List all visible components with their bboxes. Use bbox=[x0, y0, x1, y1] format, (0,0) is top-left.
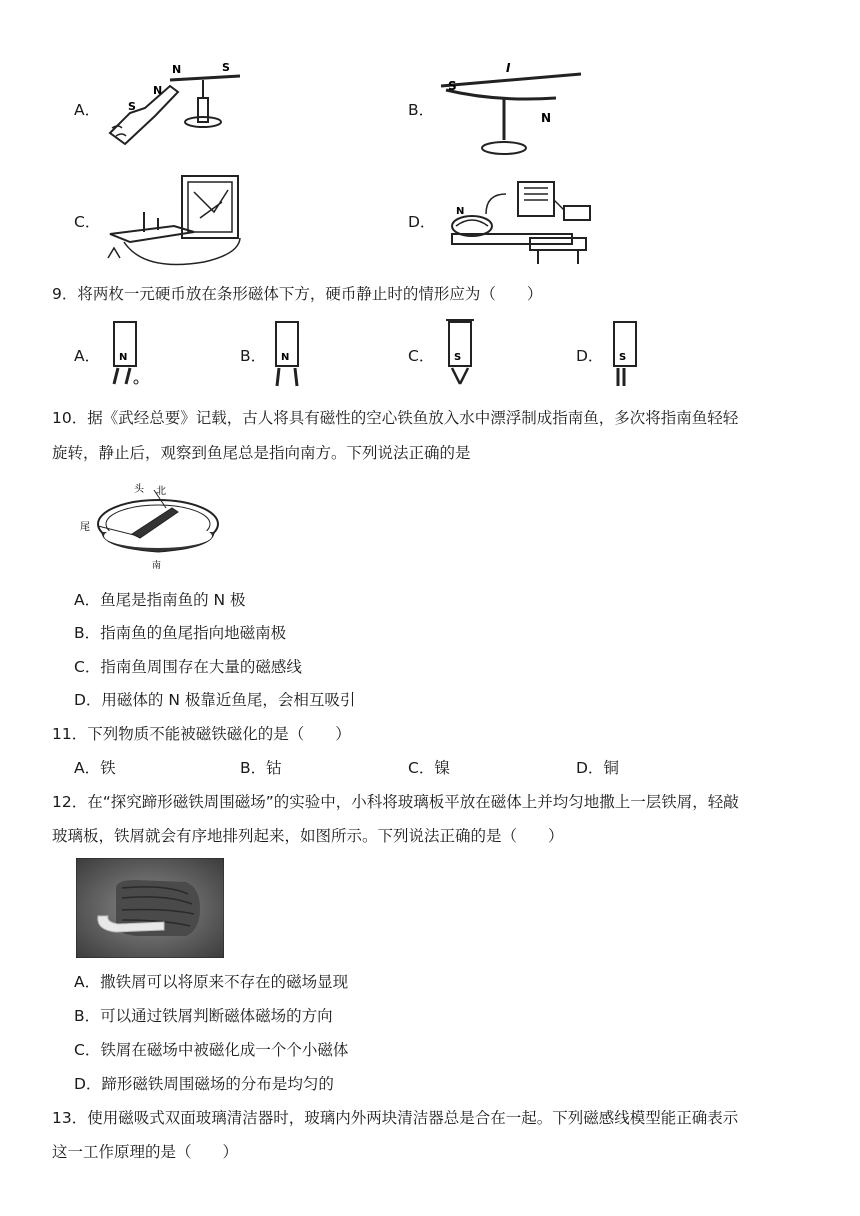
q8a-needle-n-text: N bbox=[172, 63, 182, 76]
q8-option-c-label[interactable]: C． bbox=[74, 213, 101, 231]
q10-option-c[interactable]: C．指南鱼周围存在大量的磁感线 bbox=[74, 658, 302, 676]
q8a-needle-s-text: S bbox=[222, 61, 230, 74]
q8a-magnet-s-text: S bbox=[128, 100, 136, 113]
q11-option-b[interactable]: B．钴 bbox=[240, 759, 282, 777]
q9-figure-d bbox=[606, 320, 646, 388]
q10-option-b[interactable]: B．指南鱼的鱼尾指向地磁南极 bbox=[74, 624, 287, 642]
q12-stem-line2: 玻璃板，铁屑就会有序地排列起来，如图所示。下列说法正确的是（ ） bbox=[52, 827, 564, 845]
q9-figure-a bbox=[106, 320, 146, 388]
q12-option-d[interactable]: D．蹄形磁铁周围磁场的分布是均匀的 bbox=[74, 1075, 334, 1093]
q9-figure-c bbox=[440, 316, 480, 388]
q8b-current-i-text: I bbox=[506, 61, 511, 75]
q8-figure-c-induction-apparatus bbox=[104, 172, 254, 272]
q11-option-c[interactable]: C．镍 bbox=[408, 759, 450, 777]
q9-option-b-label[interactable]: B． bbox=[240, 347, 267, 365]
q12-option-c[interactable]: C．铁屑在磁场中被磁化成一个个小磁体 bbox=[74, 1041, 349, 1059]
q8-figure-b-current-over-needle bbox=[436, 60, 586, 160]
q9-option-d-label[interactable]: D． bbox=[576, 347, 604, 365]
q11-option-a[interactable]: A．铁 bbox=[74, 759, 116, 777]
q9-option-a-label[interactable]: A． bbox=[74, 347, 101, 365]
q10-north-text: 北 bbox=[156, 486, 166, 497]
q8-option-a-label[interactable]: A． bbox=[74, 101, 101, 119]
q8b-needle-s-text: S bbox=[448, 79, 457, 93]
q9-stem: 9．将两枚一元硬币放在条形磁体下方，硬币静止时的情形应为（ ） bbox=[52, 285, 543, 303]
q13-stem-line1: 13．使用磁吸式双面玻璃清洁器时，玻璃内外两块清洁器总是合在一起。下列磁感线模型能正确表示 bbox=[52, 1109, 739, 1127]
q9-figure-b bbox=[268, 320, 308, 388]
q8-option-b-label[interactable]: B． bbox=[408, 101, 435, 119]
q9c-pole-text: S bbox=[454, 352, 462, 363]
q9b-pole-text: N bbox=[281, 352, 290, 363]
q9a-pole-text: N bbox=[119, 352, 128, 363]
q10-tail-text: 尾 bbox=[80, 522, 90, 533]
q13-stem-line2: 这一工作原理的是（ ） bbox=[52, 1143, 239, 1161]
q9d-pole-text: S bbox=[619, 352, 627, 363]
q11-option-d[interactable]: D．铜 bbox=[576, 759, 619, 777]
q10-head-text: 头 bbox=[134, 484, 144, 495]
q8-figure-a-magnet-near-needle bbox=[100, 58, 250, 153]
q12-stem-line1: 12．在“探究蹄形磁铁周围磁场”的实验中，小科将玻璃板平放在磁体上并均匀地撒上一层铁屑，轻敲 bbox=[52, 793, 739, 811]
q12-option-a[interactable]: A．撒铁屑可以将原来不存在的磁场显现 bbox=[74, 973, 349, 991]
q8d-n-text: N bbox=[456, 206, 465, 217]
q11-stem: 11．下列物质不能被磁铁磁化的是（ ） bbox=[52, 725, 351, 743]
q10-option-d[interactable]: D．用磁体的 N 极靠近鱼尾，会相互吸引 bbox=[74, 691, 356, 709]
q10-figure-south-pointing-fish bbox=[72, 478, 222, 574]
q12-figure-iron-filings-photo bbox=[76, 858, 224, 958]
q10-option-a[interactable]: A．鱼尾是指南鱼的 N 极 bbox=[74, 591, 246, 609]
q10-stem-line2: 旋转，静止后，观察到鱼尾总是指向南方。下列说法正确的是 bbox=[52, 444, 471, 462]
q8-option-d-label[interactable]: D． bbox=[408, 213, 436, 231]
q9-option-c-label[interactable]: C． bbox=[408, 347, 435, 365]
q10-south-text: 南 bbox=[152, 561, 162, 571]
q10-stem-line1: 10．据《武经总要》记载，古人将具有磁性的空心铁鱼放入水中漂浮制成指南鱼，多次将指南鱼轻轻 bbox=[52, 409, 739, 427]
q8a-magnet-n-text: N bbox=[153, 84, 163, 97]
q12-option-b[interactable]: B．可以通过铁屑判断磁体磁场的方向 bbox=[74, 1007, 333, 1025]
q8-figure-d-electromagnet-circuit bbox=[446, 174, 606, 269]
q8b-needle-n-text: N bbox=[541, 111, 552, 125]
